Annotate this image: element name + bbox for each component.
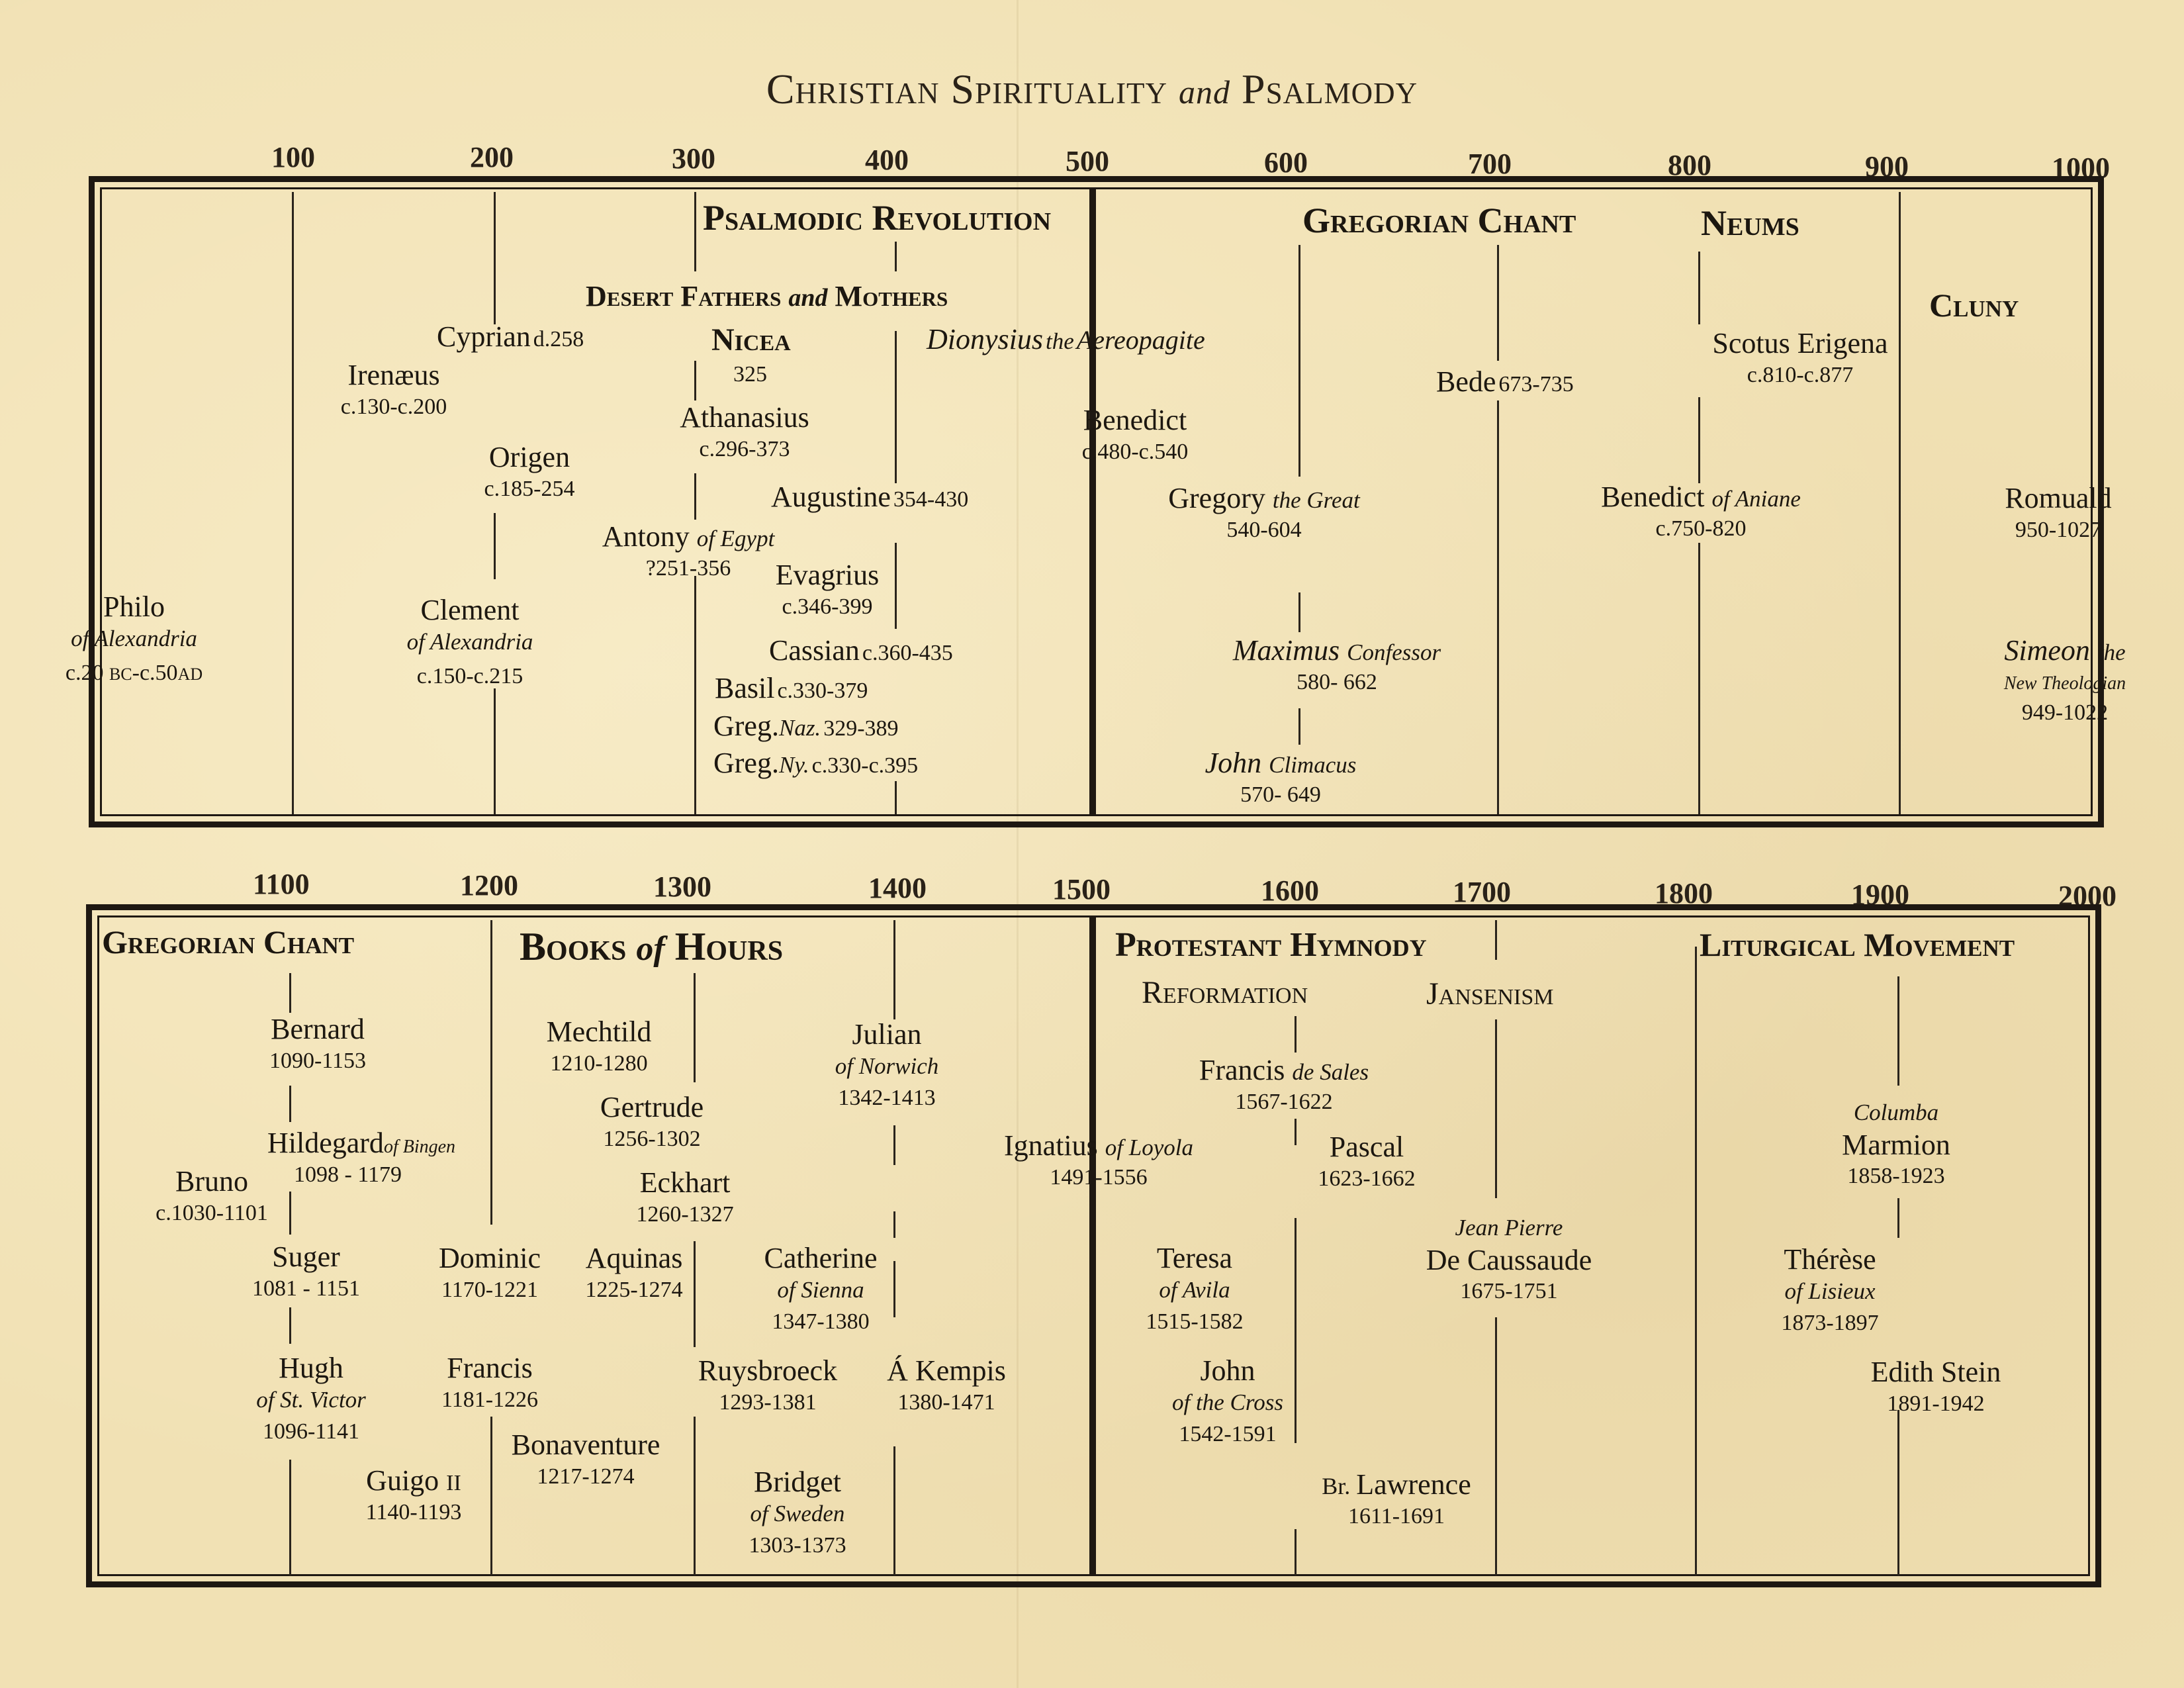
entry-dates: 1090-1153 — [269, 1048, 367, 1073]
entry-dates: 1623-1662 — [1318, 1166, 1416, 1191]
entry-dates: 1303-1373 — [749, 1533, 846, 1558]
century-label: 100 — [271, 141, 315, 173]
century-line — [1897, 976, 1899, 1086]
entry-irenaeus — [324, 357, 463, 420]
entry-name: Philo — [103, 590, 165, 623]
century-line — [694, 192, 696, 271]
name-part: John — [1205, 747, 1262, 779]
century-line — [1495, 1317, 1497, 1575]
entry-name: Basil — [715, 672, 775, 704]
entry-aquinas — [568, 1241, 700, 1303]
entry-clement — [390, 592, 549, 690]
century-line — [490, 1417, 492, 1575]
century-label: 1400 — [868, 872, 927, 904]
entry-augustine — [771, 479, 968, 515]
century-label: 1600 — [1261, 874, 1319, 907]
entry-name: John — [1200, 1354, 1255, 1387]
century-line — [1295, 1529, 1297, 1575]
century-line — [1897, 1198, 1899, 1238]
entry-cassian — [769, 633, 953, 669]
entry-epithet: of Aniane — [1711, 486, 1801, 512]
century-line — [1698, 252, 1700, 324]
entry-name: Aquinas — [585, 1242, 683, 1274]
date-part: -c.50 — [132, 661, 178, 686]
heading-reformation: Reformation — [1142, 975, 1308, 1010]
century-line — [1897, 1410, 1899, 1575]
entry-name: Á Kempis — [887, 1354, 1006, 1387]
entry-epithet: Climacus — [1269, 752, 1357, 778]
century-line — [893, 1446, 895, 1575]
entry-romuald — [1992, 481, 2124, 543]
entry-dates: 1098 - 1179 — [294, 1162, 402, 1187]
entry-epithet: of Bingen — [383, 1137, 456, 1157]
entry-name — [1297, 1467, 1496, 1503]
century-label: 300 — [672, 142, 715, 175]
entry-dates: 329-389 — [823, 716, 899, 741]
entry-dates: 1217-1274 — [537, 1464, 635, 1489]
century-line — [893, 920, 895, 1019]
entry-dates: c.346-399 — [782, 594, 873, 619]
entry-ruysbroeck — [678, 1353, 857, 1416]
century-line — [1695, 947, 1697, 1575]
heading-gregorian-chant: Gregorian Chant — [1302, 201, 1576, 240]
century-line — [1497, 245, 1499, 361]
entry-origen — [463, 440, 596, 502]
entry-dominic — [424, 1241, 556, 1303]
title-part: and — [1179, 73, 1231, 111]
entry-name: Thérèse — [1784, 1243, 1876, 1276]
entry-name: Francis — [447, 1352, 533, 1384]
century-label: 900 — [1865, 150, 1909, 183]
heading-protestant-hymnody: Protestant Hymnody — [1115, 926, 1427, 964]
century-line — [289, 973, 291, 1013]
century-label: 1900 — [1851, 878, 1909, 911]
century-line — [494, 688, 496, 814]
entry-epithet: Confessor — [1347, 639, 1441, 665]
entry-benedict-aniane — [1562, 479, 1840, 542]
entry-eckhart — [609, 1165, 761, 1228]
entry-dates: 1140-1193 — [365, 1499, 462, 1524]
century-label: 800 — [1668, 149, 1711, 181]
entry-simeon — [1985, 633, 2144, 726]
entry-bridget — [721, 1464, 874, 1560]
entry-dates: 1225-1274 — [585, 1277, 683, 1302]
entry-epithet: of Norwich — [835, 1053, 939, 1079]
entry-teresa — [1128, 1241, 1261, 1336]
century-line — [289, 1307, 291, 1344]
century-line — [289, 1086, 291, 1122]
name-part: Hildegard — [267, 1127, 384, 1159]
entry-dates: 1542-1591 — [1179, 1422, 1277, 1447]
title-part: Psalmody — [1242, 66, 1418, 113]
entry-dates: 1611-1691 — [1347, 1503, 1445, 1528]
entry-dates — [60, 659, 208, 686]
entry-epithet: of Lisieux — [1784, 1278, 1876, 1304]
century-label: 1500 — [1052, 873, 1111, 906]
divider-bar — [1089, 188, 1096, 816]
name-part: II — [446, 1471, 461, 1495]
entry-hildegard — [267, 1125, 455, 1188]
entry-gregory — [1138, 481, 1390, 543]
entry-dates: c.130-c.200 — [340, 394, 447, 419]
entry-dates: 1491-1556 — [1050, 1164, 1148, 1190]
heading-part: Books — [520, 925, 627, 968]
entry-epithet: the Great — [1272, 487, 1360, 513]
divider-bar — [1089, 916, 1096, 1575]
century-label: 600 — [1264, 146, 1308, 179]
entry-dates: 1342-1413 — [838, 1086, 936, 1111]
century-line — [1698, 397, 1700, 483]
nicea-year — [733, 361, 767, 388]
century-line — [694, 973, 696, 1082]
heading-desert-fathers — [586, 279, 948, 313]
entry-francis — [424, 1350, 556, 1413]
entry-name: Mechtild — [546, 1015, 652, 1048]
entry-edith-stein — [1853, 1354, 2019, 1417]
entry-name — [1562, 479, 1840, 515]
name-part: Simeon — [2004, 634, 2090, 667]
entry-dates: c.480-c.540 — [1081, 439, 1189, 464]
entry-epithet: of the Cross — [1172, 1389, 1283, 1415]
century-label: 700 — [1468, 148, 1512, 180]
entry-dates: c.185-254 — [484, 476, 575, 501]
heading-part: Hours — [674, 925, 784, 968]
entry-pascal — [1297, 1129, 1436, 1192]
heading-liturgical-movement: Liturgical Movement — [1700, 926, 2015, 963]
entry-dates: 580- 662 — [1297, 669, 1377, 694]
entry-name: Eckhart — [639, 1166, 731, 1199]
entry-name: Origen — [488, 441, 570, 473]
entry-dionysius — [927, 322, 1205, 357]
century-line — [1495, 920, 1497, 960]
century-line — [895, 242, 897, 271]
entry-name: Dionysius — [927, 323, 1043, 355]
entry-epithet: New Theologian — [2003, 673, 2126, 694]
entry-john-cross — [1155, 1353, 1300, 1448]
century-line — [893, 1211, 895, 1238]
name-part: Ignatius — [1004, 1129, 1098, 1162]
title-part: Christian Spirituality — [766, 66, 1168, 113]
entry-dates: 1210-1280 — [550, 1051, 648, 1076]
century-label: 1800 — [1655, 877, 1713, 910]
entry-name: Aereopagite — [1076, 325, 1205, 355]
entry-epithet: Ny. — [778, 752, 809, 778]
entry-dates: 1347-1380 — [772, 1309, 870, 1335]
heading-part: and — [788, 284, 828, 312]
century-line — [1495, 1019, 1497, 1198]
century-label: 1100 — [253, 868, 310, 900]
entry-name: Edith Stein — [1870, 1356, 2001, 1388]
entry-cyprian — [437, 319, 584, 355]
entry-name: Bonaventure — [511, 1429, 660, 1461]
date-part: BC — [109, 665, 132, 684]
entry-dates: c.150-c.215 — [416, 664, 523, 689]
century-line — [893, 1125, 895, 1165]
century-label: 1200 — [460, 869, 518, 902]
entry-dates: 1675-1751 — [1460, 1279, 1558, 1304]
century-line — [494, 192, 496, 324]
entry-dates: c.810-c.877 — [1747, 362, 1854, 387]
entry-name: Ruysbroeck — [698, 1354, 838, 1387]
entry-dates: 1515-1582 — [1146, 1309, 1244, 1335]
heading-neums: Neums — [1701, 203, 1799, 243]
entry-epithet: of St. Victor — [256, 1386, 366, 1413]
entry-name: Greg. — [713, 710, 779, 742]
name-part: Br. — [1322, 1473, 1357, 1499]
century-line — [490, 920, 492, 1225]
entry-therese — [1764, 1242, 1896, 1337]
entry-name: Bridget — [754, 1466, 841, 1498]
entry-dates: 570- 649 — [1240, 782, 1321, 807]
entry-bonaventure — [493, 1427, 678, 1490]
entry-dates: 1891-1942 — [1887, 1391, 1985, 1416]
entry-name: Evagrius — [775, 559, 880, 591]
heading-part: Desert Fathers — [586, 280, 782, 312]
entry-catherine — [748, 1241, 893, 1336]
entry-dates: d.258 — [533, 327, 584, 352]
entry-julian — [814, 1017, 960, 1112]
entry-evagrius — [761, 557, 893, 620]
entry-name: Irenæus — [347, 359, 440, 391]
heading-nicea: Nicea — [711, 322, 791, 357]
heading-part: of — [636, 930, 665, 968]
entry-name: Bede — [1436, 365, 1496, 398]
century-label: 1300 — [653, 870, 711, 903]
century-label: 2000 — [2058, 880, 2116, 912]
entry-epithet: of Egypt — [696, 526, 775, 551]
entry-guigo — [344, 1463, 483, 1526]
entry-name: Catherine — [764, 1242, 878, 1274]
century-line — [895, 781, 897, 814]
entry-john-climacus — [1185, 745, 1377, 808]
entry-dates: 1873-1897 — [1781, 1311, 1879, 1336]
entry-athanasius — [662, 400, 827, 463]
entry-epithet: the — [2097, 639, 2126, 665]
entry-epithet: of Alexandria — [406, 628, 533, 655]
entry-br-lawrence — [1297, 1467, 1496, 1530]
century-line — [694, 473, 696, 520]
entry-name: Marmion — [1842, 1128, 1950, 1161]
entry-benedict — [1062, 402, 1208, 465]
entry-dates: c.296-373 — [699, 436, 790, 461]
entry-a-kempis — [874, 1353, 1019, 1416]
century-line — [694, 1417, 696, 1575]
entry-dates: 1260-1327 — [636, 1201, 734, 1227]
century-line — [289, 1460, 291, 1575]
entry-basil — [715, 671, 868, 706]
entry-dates: 1170-1221 — [441, 1277, 539, 1302]
entry-epithet: of Avila — [1159, 1276, 1230, 1303]
name-part: Maximus — [1232, 634, 1340, 667]
entry-dates: 1858-1923 — [1847, 1164, 1945, 1189]
entry-name: Dominic — [439, 1242, 541, 1274]
century-label: 200 — [470, 141, 514, 173]
entry-marmion — [1813, 1099, 1979, 1190]
entry-name: Augustine — [771, 481, 891, 513]
date-text: 325 — [733, 362, 767, 387]
entry-name: Bruno — [175, 1165, 248, 1197]
entry-dates: 673-735 — [1498, 372, 1574, 397]
entry-name — [1218, 633, 1456, 669]
century-line — [494, 513, 496, 579]
century-line — [1899, 192, 1901, 814]
heading-part: Mothers — [835, 280, 948, 312]
entry-name — [267, 1125, 455, 1161]
century-line — [292, 192, 294, 814]
century-line — [895, 331, 897, 483]
entry-epithet: of Loyola — [1105, 1135, 1193, 1160]
page-title — [0, 65, 2184, 114]
entry-name: Athanasius — [680, 401, 809, 434]
entry-name — [1171, 1053, 1396, 1088]
entry-epithet: Naz. — [778, 715, 821, 741]
heading-books-of-hours — [520, 924, 783, 970]
name-part: Benedict — [1601, 481, 1705, 513]
entry-dates: 949-1022 — [2021, 700, 2109, 725]
century-line — [1298, 245, 1300, 477]
century-label: 1000 — [2052, 152, 2110, 184]
entry-name — [1185, 745, 1377, 781]
century-line — [895, 543, 897, 629]
century-line — [1298, 592, 1300, 632]
heading-gregorian-chant-2: Gregorian Chant — [102, 923, 355, 961]
entry-ignatius — [979, 1128, 1218, 1191]
entry-name: Romuald — [2005, 482, 2112, 514]
entry-name: De Caussaude — [1426, 1243, 1592, 1276]
entry-bruno — [132, 1164, 291, 1227]
entry-epithet: Columba — [1853, 1100, 1939, 1125]
entry-greg-ny — [713, 745, 918, 781]
entry-name — [582, 519, 794, 555]
name-part: Lawrence — [1356, 1468, 1471, 1501]
entry-dates: c.360-435 — [862, 641, 953, 665]
date-part: AD — [177, 665, 203, 684]
entry-dates: 354-430 — [893, 487, 969, 512]
entry-dates: c.1030-1101 — [156, 1200, 268, 1225]
entry-dates: 1256-1302 — [603, 1126, 701, 1151]
entry-dates: c.750-820 — [1655, 516, 1747, 541]
entry-epithet: of Alexandria — [71, 625, 197, 651]
entry-dates: ?251-356 — [645, 555, 731, 581]
entry-hugh — [225, 1350, 397, 1446]
entry-dates: 1081 - 1151 — [251, 1276, 361, 1301]
century-line — [1497, 400, 1499, 814]
heading-jansenism: Jansenism — [1426, 976, 1554, 1011]
entry-epithet: de Sales — [1292, 1059, 1369, 1085]
entry-name — [1138, 481, 1390, 516]
entry-dates: 1096-1141 — [262, 1419, 360, 1444]
entry-name: Clement — [420, 594, 520, 626]
entry-greg-naz — [713, 708, 899, 744]
entry-name: Greg. — [713, 747, 779, 779]
entry-philo — [60, 589, 208, 687]
entry-name — [344, 1463, 483, 1499]
entry-dates: 1293-1381 — [719, 1389, 817, 1415]
entry-name: Bernard — [271, 1013, 365, 1045]
entry-name: Pascal — [1329, 1131, 1404, 1163]
entry-dates: c.330-379 — [777, 679, 868, 703]
entry-suger — [225, 1239, 387, 1302]
entry-name: Suger — [272, 1241, 340, 1273]
entry-francis-de-sales — [1171, 1053, 1396, 1115]
century-label: 400 — [865, 144, 909, 176]
entry-epithet: of Sweden — [750, 1500, 845, 1526]
entry-name: Scotus Erigena — [1712, 327, 1888, 359]
entry-dates: 1567-1622 — [1235, 1089, 1333, 1114]
name-part: Francis — [1199, 1054, 1285, 1086]
entry-gertrude — [576, 1090, 728, 1152]
century-label: 500 — [1066, 145, 1109, 177]
century-label: 1700 — [1453, 876, 1511, 908]
entry-name: Teresa — [1156, 1242, 1233, 1274]
entry-bede — [1436, 364, 1574, 400]
entry-name: Cyprian — [437, 320, 531, 353]
entry-dates: 1181-1226 — [441, 1387, 539, 1412]
entry-epithet: the — [1046, 328, 1074, 354]
entry-epithet: Jean Pierre — [1455, 1215, 1563, 1241]
entry-maximus — [1218, 633, 1456, 696]
entry-dates: 540-604 — [1226, 517, 1302, 542]
century-line — [1298, 708, 1300, 745]
entry-name — [979, 1128, 1218, 1164]
name-part: Gregory — [1168, 482, 1265, 514]
date-part: c.20 — [65, 661, 109, 686]
entry-name: Gertrude — [600, 1091, 704, 1123]
entry-name: Hugh — [279, 1352, 343, 1384]
century-line — [694, 361, 696, 400]
century-line — [1295, 1016, 1297, 1053]
century-line — [1698, 543, 1700, 814]
century-line — [1295, 1119, 1297, 1145]
entry-dates: c.330-c.395 — [811, 753, 919, 778]
entry-mechtild — [516, 1014, 682, 1077]
name-part: Antony — [602, 520, 690, 553]
entry-name — [1985, 633, 2144, 669]
century-line — [893, 1261, 895, 1317]
heading-psalmodic-revolution: Psalmodic Revolution — [703, 198, 1052, 238]
heading-cluny: Cluny — [1929, 287, 2019, 324]
entry-scotus-erigena — [1694, 326, 1906, 389]
entry-epithet: of Sienna — [777, 1276, 864, 1303]
entry-name: Benedict — [1083, 404, 1187, 436]
entry-de-caussaude — [1410, 1214, 1608, 1305]
entry-name: Julian — [852, 1018, 922, 1051]
entry-dates: 950-1027 — [2015, 517, 2102, 542]
entry-dates: 1380-1471 — [897, 1389, 995, 1415]
entry-bernard — [225, 1011, 410, 1074]
century-line — [694, 576, 696, 814]
name-part: Guigo — [366, 1464, 439, 1497]
entry-name: Cassian — [769, 634, 860, 667]
